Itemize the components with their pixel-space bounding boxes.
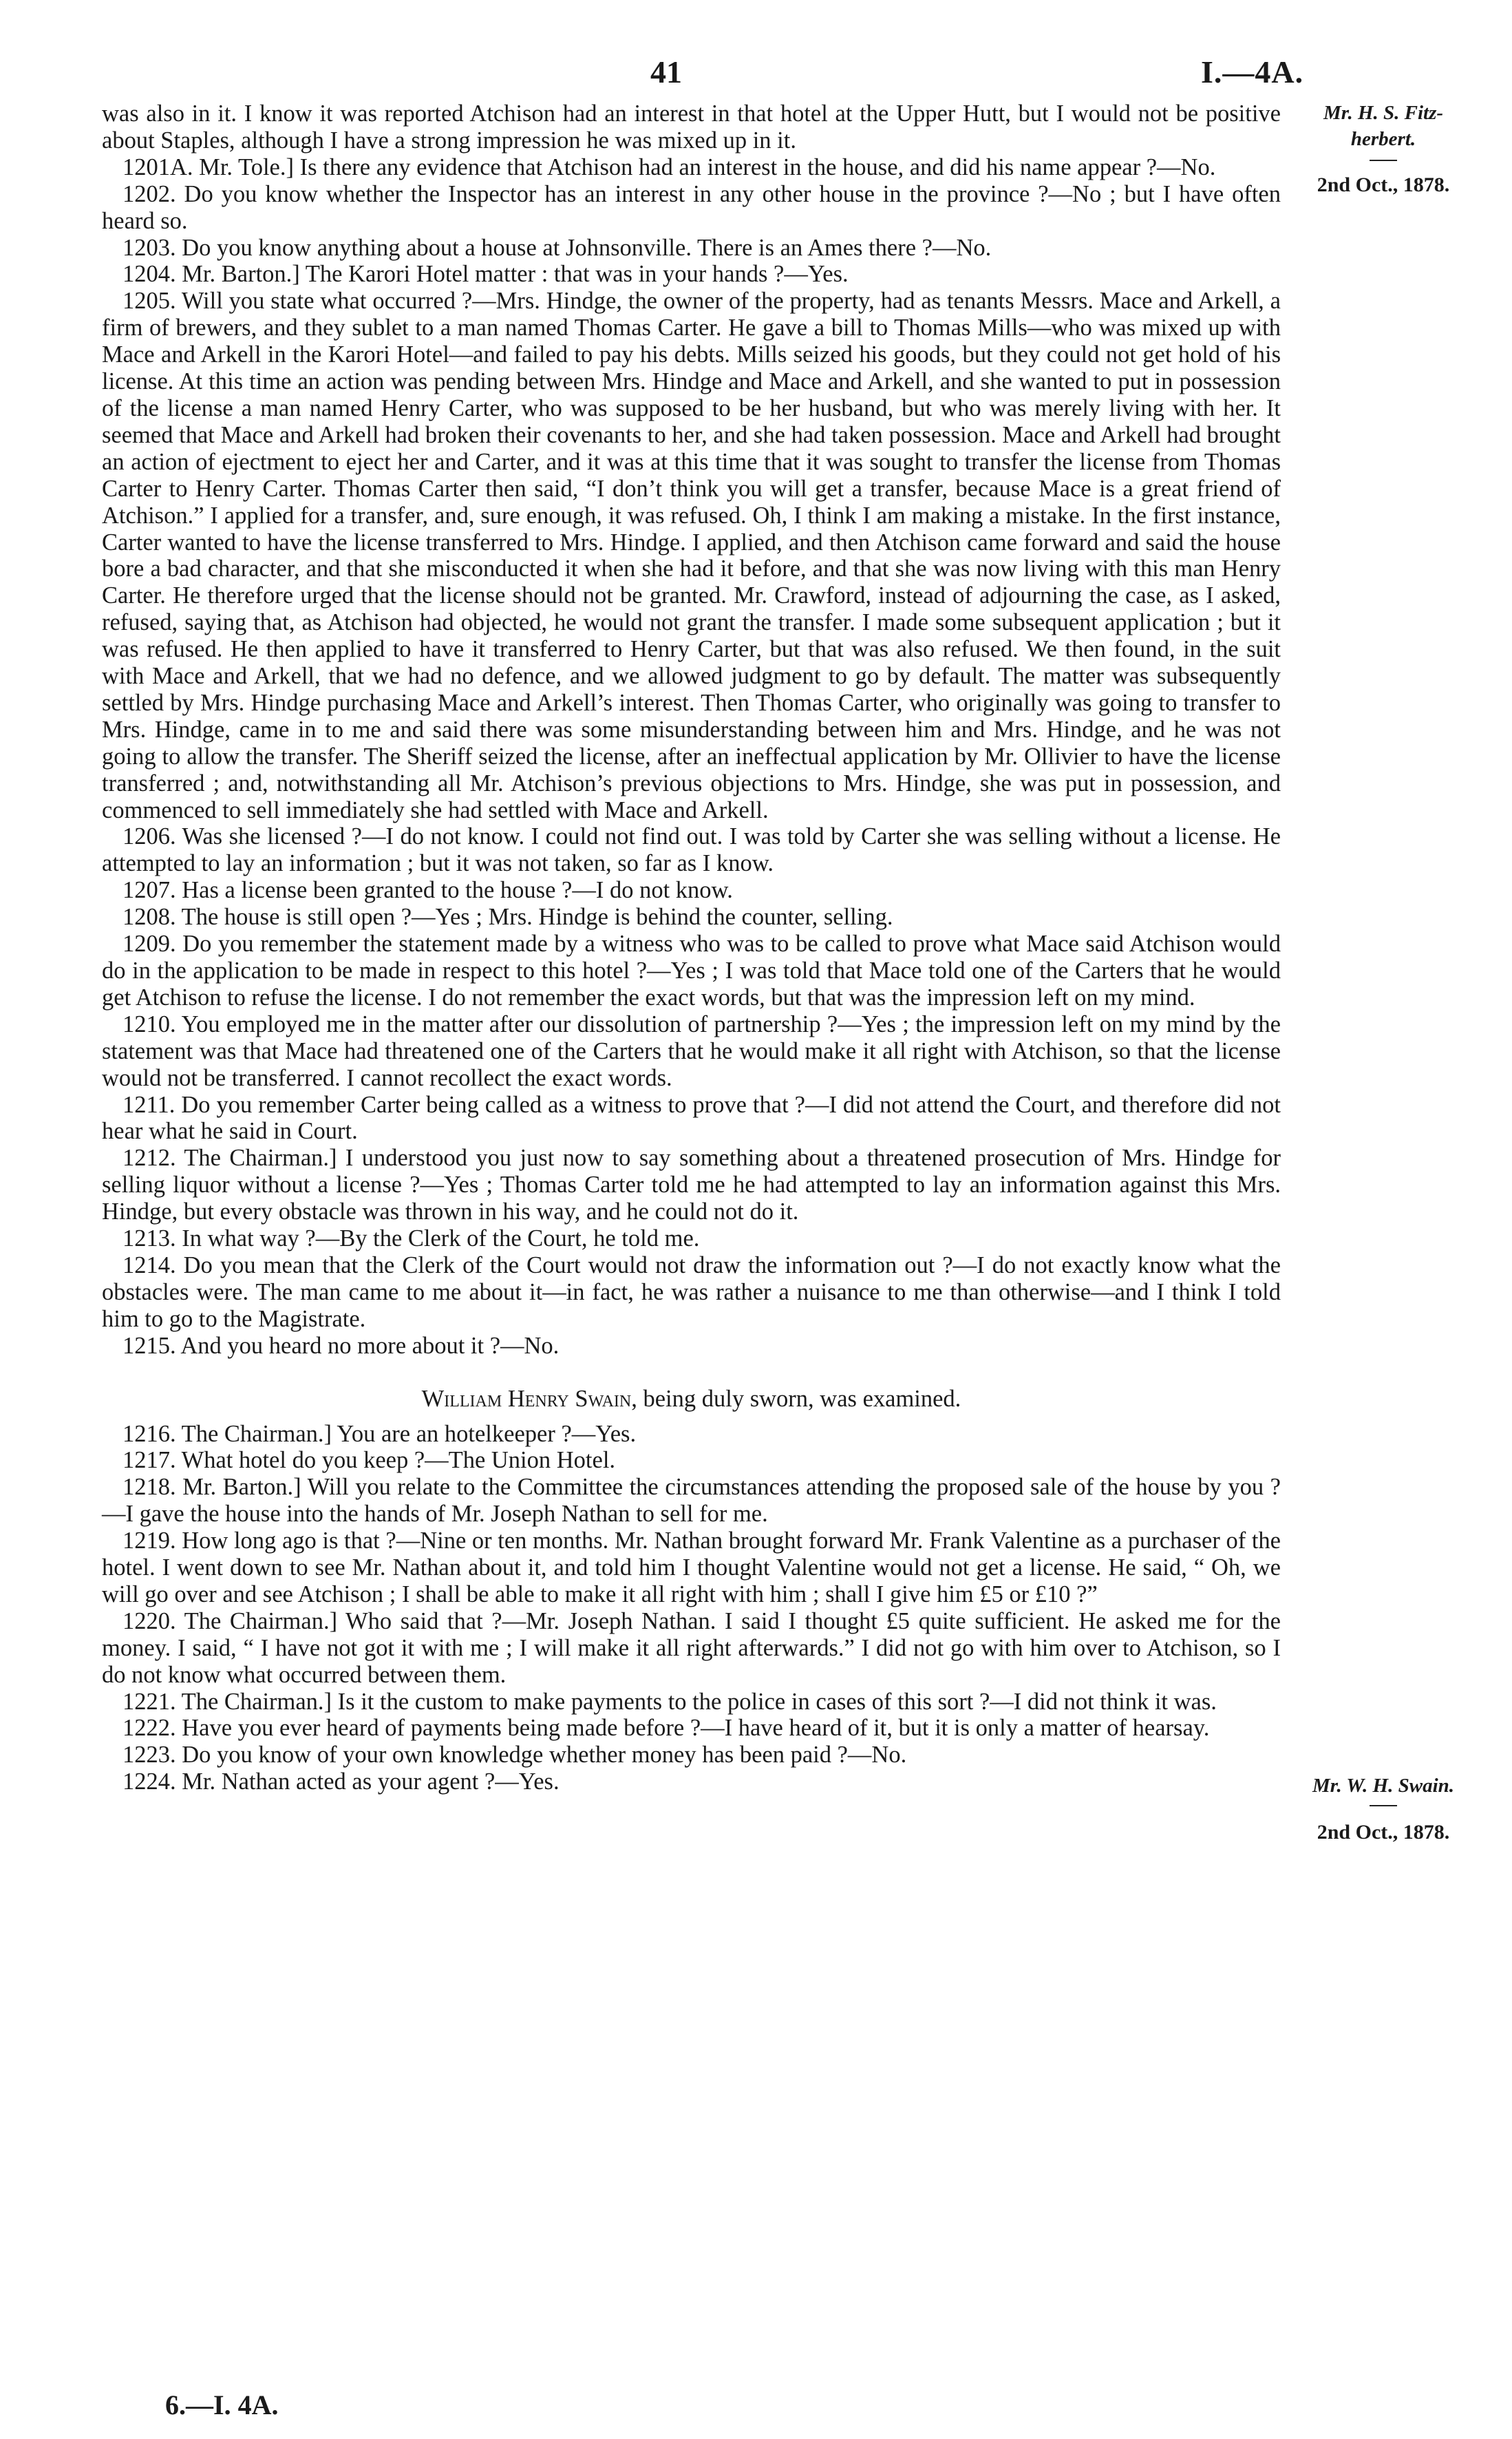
- page-number: 41: [650, 54, 682, 89]
- paragraph: 1201A. Mr. Tole.] Is there any evidence that Atchison had an interest in the house, and did his name appear ?—No.: [123, 154, 1216, 180]
- paragraph: 1218. Mr. Barton.] Will you relate to the Committee the circumstances attending the proposed sale of the house by you ?—I gave the house into the hands of Mr. Joseph Nathan to sell for me.: [102, 1474, 1281, 1528]
- paragraph: 1216. The Chairman.] You are an hotelkeeper ?—Yes.: [123, 1420, 637, 1447]
- paragraph: 1206. Was she licensed ?—I do not know. I could not find out. I was told by Carter she was selling without a license. He attempted to lay an information ; but it was not taken, so far as I know.: [102, 823, 1281, 877]
- margin-divider: [1370, 1805, 1397, 1806]
- margin-witness-name-cont: herbert.: [1350, 128, 1416, 150]
- signature-mark: 6.—I. 4A.: [165, 2389, 279, 2420]
- document-reference: I.—4A.: [1201, 54, 1304, 89]
- margin-divider: [1370, 160, 1397, 161]
- witness-heading-text: , being duly sworn, was examined.: [631, 1385, 961, 1412]
- witness-heading: [102, 1386, 1281, 1413]
- paragraph: 1203. Do you know anything about a house at Johnsonville. There is an Ames there ?—No.: [123, 234, 992, 261]
- paragraph: 1204. Mr. Barton.] The Karori Hotel matter : that was in your hands ?—Yes.: [123, 261, 849, 288]
- witness-name: William Henry Swain: [421, 1385, 632, 1412]
- testimony-text: [102, 101, 1281, 1795]
- margin-witness-name: Mr. H. S. Fitz-: [1323, 102, 1444, 124]
- paragraph: 1219. How long ago is that ?—Nine or ten months. Mr. Nathan brought forward Mr. Frank Valentine as a purchaser of the hotel. I went down to see Mr. Nathan about it, and told him I thought Valentine would not get a license. He said, “ Oh, we will go over and see Atchison ; I shall be able to make it all right with him ; shall I give him £5 or £10 ?”: [102, 1528, 1281, 1607]
- paragraph: was also in it. I know it was reported Atchison had an interest in that hotel at the Upper Hutt, but I would not be positive about Staples, although I have a strong impression he was mixed up in it.: [102, 101, 1281, 154]
- paragraph: 1222. Have you ever heard of payments being made before ?—I have heard of it, but it is only a matter of hearsay.: [123, 1715, 1210, 1742]
- margin-witness-name: Mr. W. H. Swain.: [1312, 1775, 1455, 1797]
- paragraph: 1212. The Chairman.] I understood you just now to say something about a threatened prosecution of Mrs. Hindge for selling liquor without a license ?—Yes ; Thomas Carter told me he had attempted to lay an information against this Mrs. Hindge, but every obstacle was thrown in his way, and he could not do it.: [102, 1145, 1281, 1225]
- paragraph: 1224. Mr. Nathan acted as your agent ?—Yes.: [123, 1768, 560, 1795]
- paragraph: 1220. The Chairman.] Who said that ?—Mr. Joseph Nathan. I said I thought £5 quite sufficient. He asked me for the money. I said, “ I have not got it with me ; I will make it all right afterwards.” I did not go with him over to Atchison, so I do not know what occurred between them.: [102, 1607, 1281, 1688]
- paragraph: 1213. In what way ?—By the Clerk of the Court, he told me.: [123, 1225, 700, 1252]
- paragraph: 1211. Do you remember Carter being called as a witness to prove that ?—I did not attend the Court, and therefore did not hear what he said in Court.: [102, 1091, 1281, 1145]
- paragraph: 1210. You employed me in the matter after our dissolution of partnership ?—Yes ; the impression left on my mind by the statement was that Mace had threatened one of the Carters that he would make it all right with Atchison, so that the license would not be transferred. I cannot recollect the exact words.: [102, 1011, 1281, 1091]
- paragraph: 1217. What hotel do you keep ?—The Union Hotel.: [123, 1447, 616, 1474]
- paragraph: 1221. The Chairman.] Is it the custom to make payments to the police in cases of this sort ?—I did not think it was.: [123, 1688, 1217, 1715]
- paragraph: 1215. And you heard no more about it ?—No.: [123, 1332, 560, 1359]
- margin-date: 2nd Oct., 1878.: [1317, 1821, 1450, 1844]
- paragraph: 1202. Do you know whether the Inspector has an interest in any other house in the province ?—No ; but I have often heard so.: [102, 180, 1281, 234]
- paragraph: 1208. The house is still open ?—Yes ; Mrs. Hindge is behind the counter, selling.: [123, 904, 893, 931]
- paragraph: 1214. Do you mean that the Clerk of the Court would not draw the information out ?—I do not exactly know what the obstacles were. The man came to me about it—in fact, he was rather a nuisance to me than otherwise—and I think I told him to go to the Magistrate.: [102, 1252, 1281, 1332]
- paragraph: 1205. Will you state what occurred ?—Mrs. Hindge, the owner of the property, had as tenants Messrs. Mace and Arkell, a firm of brewers, and they sublet to a man named Thomas Carter. He gave a bill to Thomas Mills—who was mixed up with Mace and Arkell in the Karori Hotel—and failed to pay his debts. Mills seized his goods, but they could not get hold of his license. At this time an action was pending between Mrs. Hindge and Mace and Arkell, and she wanted to put in possession of the license a man named Henry Carter, who was supposed to be her husband, but who was merely living with her. It seemed that Mace and Arkell had broken their covenants to her, and she had taken possession. Mace and Arkell had brought an action of ejectment to eject her and Carter, and it was at this time that it was sought to transfer the license from Thomas Carter to Henry Carter. Thomas Carter then said, “I don’t think you will get a transfer, because Mace is a great friend of Atchison.” I applied for a transfer, and, sure enough, it was refused. Oh, I think I am making a mistake. In the first instance, Carter wanted to have the license transferred to Mrs. Hindge. I applied, and then Atchison came forward and said the house bore a bad character, and that she misconducted it when she had it before, and that she was now living with this man Henry Carter. He therefore urged that the license should not be granted. Mr. Crawford, instead of adjourning the case, as I asked, refused, saying that, as Atchison had objected, he would not grant the transfer. I made some subsequent application ; but it was refused. He then applied to have it transferred to Henry Carter, but that was also refused. We then found, in the suit with Mace and Arkell, that we had no defence, and we allowed judgment to go by default. The matter was subsequently settled by Mrs. Hindge purchasing Mace and Arkell’s interest. Then Thomas Carter, who originally was going to transfer to Mrs. Hindge, came in to me and said there was some misunderstanding between him and Mrs. Hindge, and he was not going to allow the transfer. The Sheriff seized the license, after an ineffectual application by Mr. Ollivier to have the license transferred ; and, notwithstanding all Mr. Atchison’s previous objections to Mrs. Hindge, she was put in possession, and commenced to sell immediately she had settled with Mace and Arkell.: [102, 288, 1281, 823]
- paragraph: 1207. Has a license been granted to the house ?—I do not know.: [123, 877, 733, 904]
- paragraph: 1209. Do you remember the statement made by a witness who was to be called to prove what Mace said Atchison would do in the application to be made in respect to this hotel ?—Yes ; I was told that Mace told one of the Carters that he would get Atchison to refuse the license. I do not remember the exact words, but that was the impression left on my mind.: [102, 931, 1281, 1011]
- paragraph: 1223. Do you know of your own knowledge whether money has been paid ?—No.: [123, 1742, 907, 1768]
- margin-date: 2nd Oct., 1878.: [1317, 173, 1450, 196]
